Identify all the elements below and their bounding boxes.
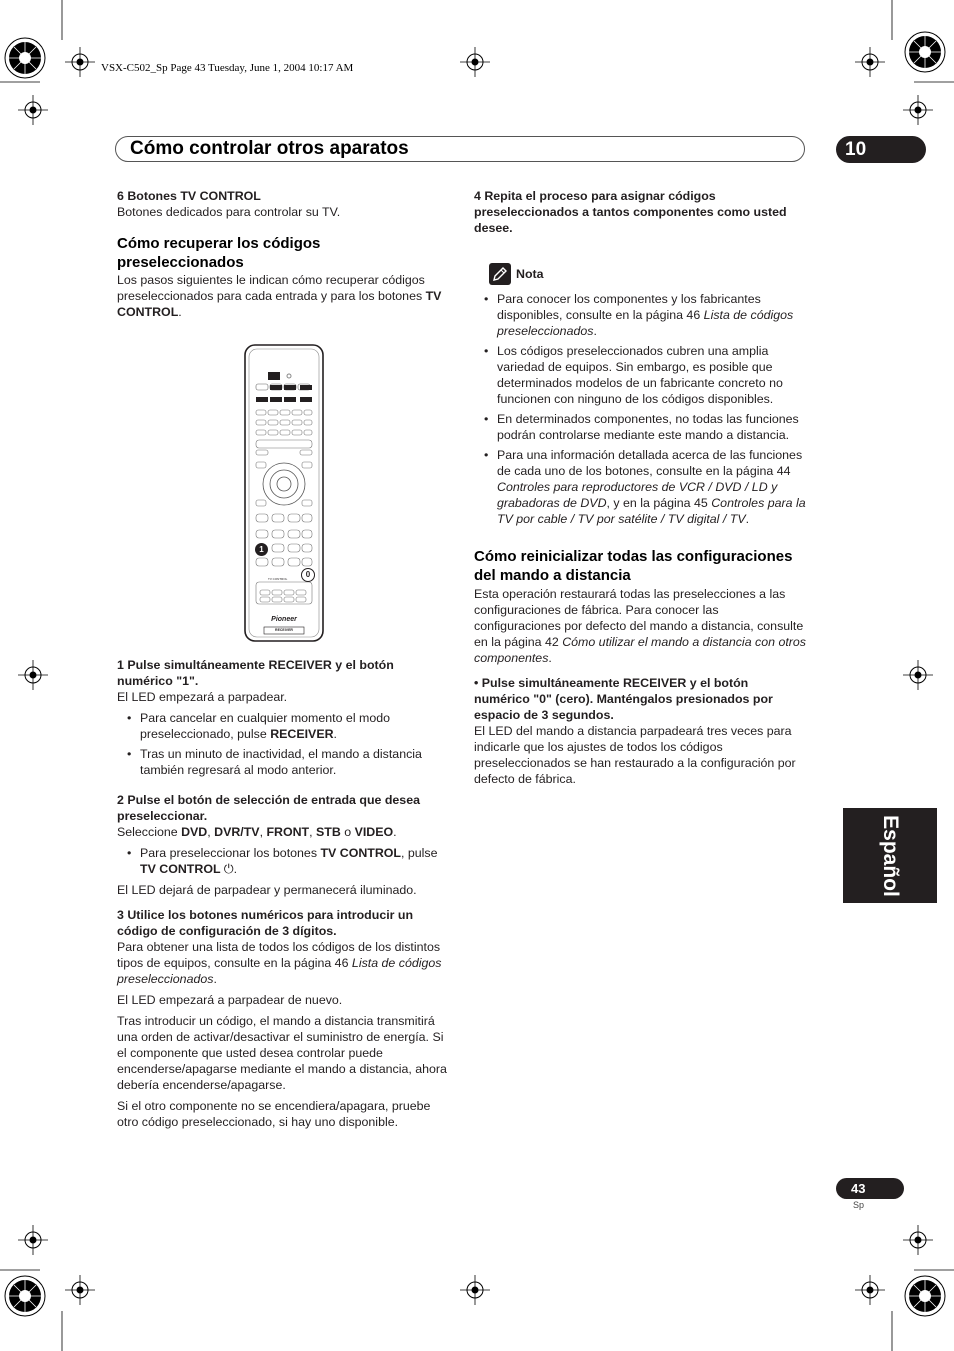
chapter-number: 10 <box>845 139 867 160</box>
section-title-reset: Cómo reinicializar todas las configuraciones del mando a distancia <box>474 548 793 584</box>
intro-paragraph: Los pasos siguientes le indican cómo recuperar códigos preseleccionados para cada entrada y para los botones TV CONTROL. <box>117 273 442 319</box>
left-steps <box>117 657 449 1130</box>
item6-title: 6 Botones TV CONTROL <box>117 189 261 203</box>
item6-description: Botones dedicados para controlar su TV. <box>117 205 341 219</box>
step3-paragraph-list: Para obtener una lista de todos los códigos de los distintos tipos de equipos, consulte en la página 46 Lista de códigos preseleccionados. <box>117 940 442 986</box>
step1-title: 1 Pulse simultáneamente RECEIVER y el botón numérico "1". <box>117 658 394 688</box>
page-number: 43 <box>851 1181 866 1196</box>
power-icon: ⏻ <box>223 862 234 876</box>
reset-paragraph: Esta operación restaurará todas las preselecciones a las configuraciones de fábrica. Para conocer las configuraciones por defecto del mando a distancia, consulte en la página 42 Cómo utilizar el mando a distancia con otros componentes. <box>474 587 806 665</box>
page-number-badge <box>836 1178 904 1199</box>
page-language-code: Sp <box>853 1200 865 1210</box>
step2-bullet-tv-control: • Para preseleccionar los botones TV CONTROL, pulse TV CONTROL ⏻. <box>117 845 449 877</box>
right-column <box>474 188 806 787</box>
remote-callout-1: 1 <box>255 543 268 556</box>
remote-receiver-label: RECEIVER <box>275 628 293 632</box>
section-title-recover: Cómo recuperar los códigos preseleccionados <box>117 235 321 271</box>
step1-bullet-cancel: • Para cancelar en cualquier momento el modo preseleccionado, pulse RECEIVER. <box>117 710 449 742</box>
nota-item-functions: • En determinados componentes, no todas las funciones podrán controlarse mediante este mando a distancia. <box>474 411 806 443</box>
step4-title: 4 Repita el proceso para asignar códigos preseleccionados a tantos componentes como usted desee. <box>474 189 787 235</box>
remote-callout-0: 0 <box>301 568 315 582</box>
language-tab <box>843 808 937 903</box>
step3-paragraph-led: El LED empezará a parpadear de nuevo. <box>117 993 343 1007</box>
remote-brand-logo: Pioneer <box>271 616 297 623</box>
remote-control-illustration <box>244 344 324 642</box>
nota-label: Nota <box>516 267 544 281</box>
step1-bullet-timeout: • Tras un minuto de inactividad, el mando a distancia también regresará al modo anterior. <box>117 746 449 778</box>
nota-heading <box>474 263 806 285</box>
remote-tv-label: TV CONTROL <box>268 577 288 581</box>
step1-text: El LED empezará a parpadear. <box>117 690 288 704</box>
step2-title: 2 Pulse el botón de selección de entrada que desea preseleccionar. <box>117 793 420 823</box>
step2-select-text: Seleccione DVD, DVR/TV, FRONT, STB o VIDEO. <box>117 825 397 839</box>
reset-step-text: El LED del mando a distancia parpadeará tres veces para indicarle que los ajustes de todos los códigos preseleccionados se han restaurado a la configuración por defecto de fábrica. <box>474 724 796 786</box>
nota-item-components: • Para conocer los componentes y los fabricantes disponibles, consulte en la página 46 Lista de códigos preseleccionados. <box>474 291 806 339</box>
step2-after-text: El LED dejará de parpadear y permanecerá iluminado. <box>117 883 417 897</box>
nota-item-details: • Para una información detallada acerca de las funciones de cada uno de los botones, consulte en la página 44 Controles para reproductores de VCR / DVD / LD y grabadoras de DVD, y en la página 45 Controles para la TV por cable / TV por satélite / TV digital / TV. <box>474 447 806 527</box>
language-tab-label: Español <box>879 815 902 897</box>
step3-title: 3 Utilice los botones numéricos para introducir un código de configuración de 3 dígitos. <box>117 908 414 938</box>
chapter-number-badge <box>836 136 926 163</box>
remote-control-drawing <box>244 344 324 642</box>
reset-step-title: • Pulse simultáneamente RECEIVER y el botón numérico "0" (cero). Manténgalos presionados por espacio de 3 segundos. <box>474 676 773 722</box>
pencil-note-icon <box>489 263 511 285</box>
step3-paragraph-retry: Si el otro componente no se encendiera/apagara, pruebe otro código preseleccionado, si hay uno disponible. <box>117 1099 431 1129</box>
print-job-header: VSX-C502_Sp Page 43 Tuesday, June 1, 2004 10:17 AM <box>101 62 354 74</box>
left-column <box>117 188 449 320</box>
chapter-title: Cómo controlar otros aparatos <box>130 138 409 159</box>
step3-paragraph-transmit: Tras introducir un código, el mando a distancia transmitirá una orden de activar/desactivar el suministro de energía. Si el componente que usted desea controlar puede encenderse/apagarse mediante el mando a distancia, ahora debería encenderse/apagarse. <box>117 1014 447 1092</box>
nota-item-coverage: • Los códigos preseleccionados cubren una amplia variedad de equipos. Sin embargo, es posible que determinados modelos de un fabricante concreto no funcionen con ninguno de los códigos disponibles. <box>474 343 806 407</box>
